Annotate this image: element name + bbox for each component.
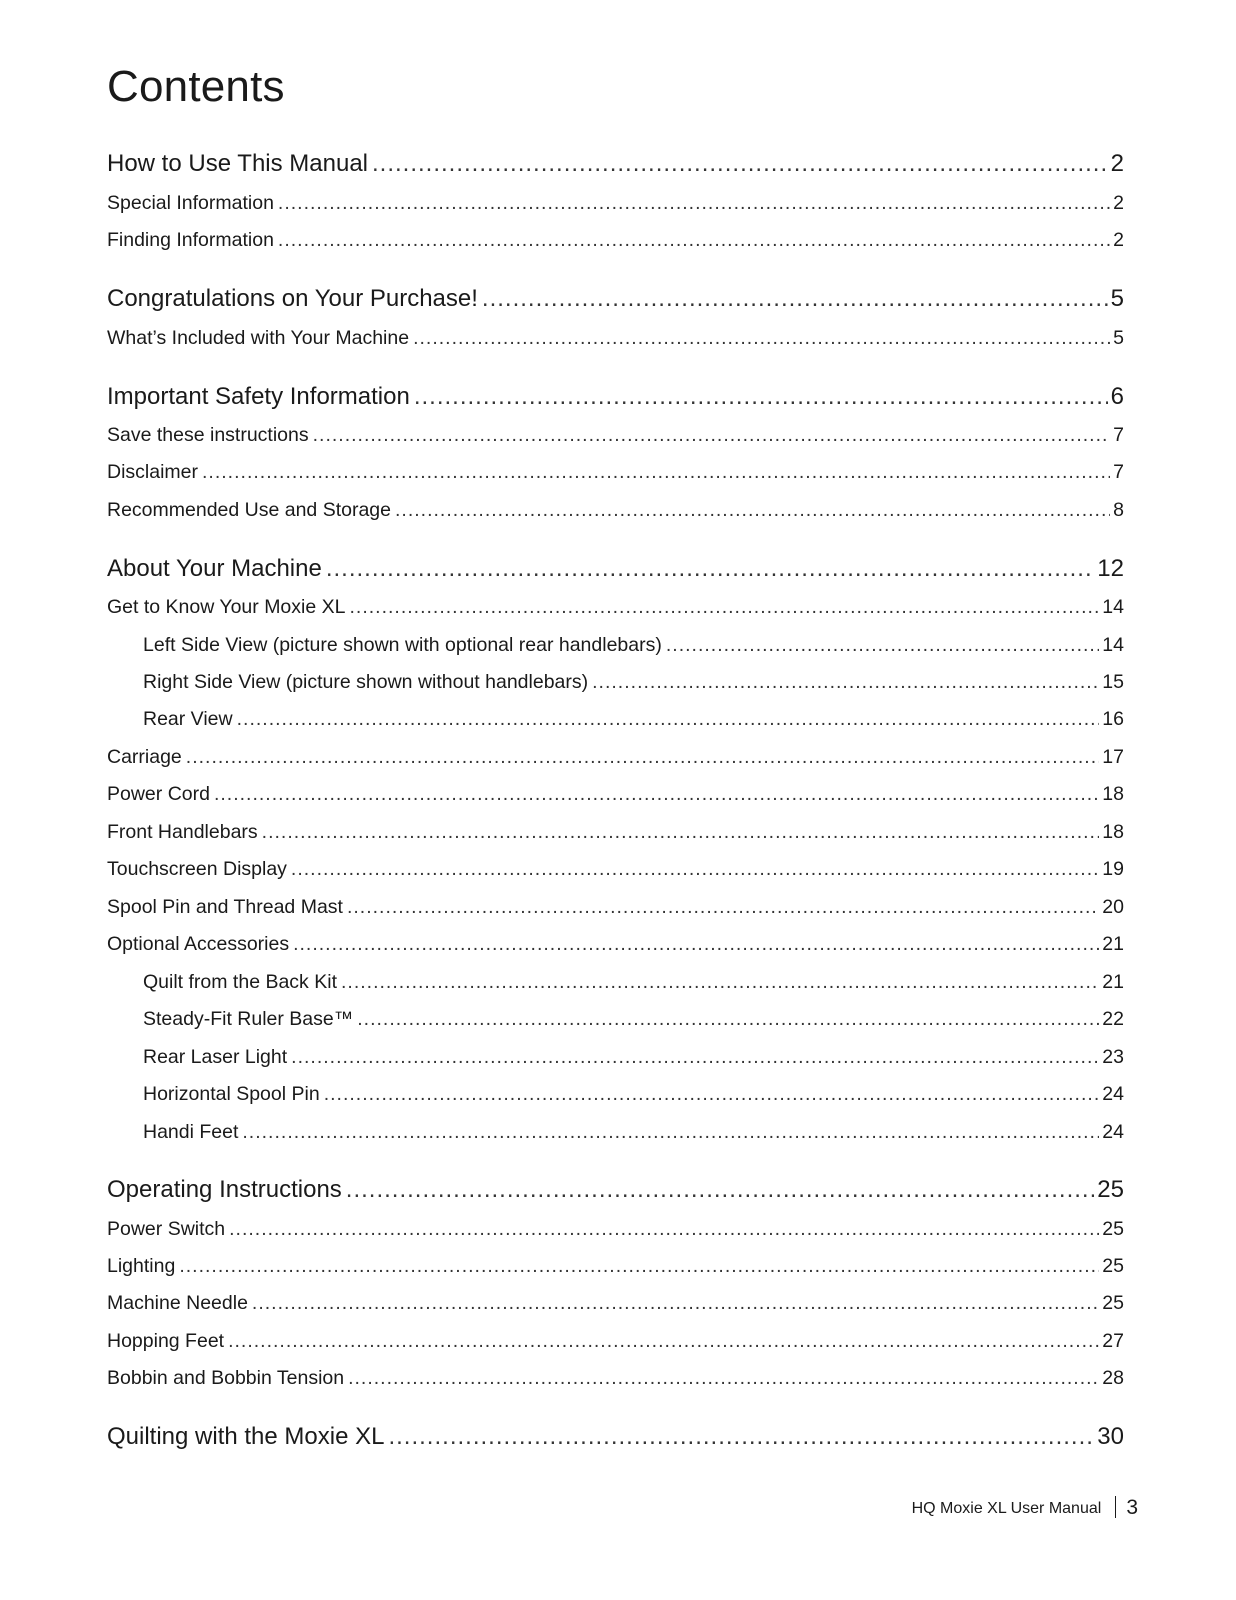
toc-entry-page-number: 25 <box>1102 1292 1124 1314</box>
toc-entry[interactable] <box>107 150 1124 178</box>
toc-entry[interactable] <box>107 192 1124 215</box>
toc-entry-title: Recommended Use and Storage <box>107 499 391 521</box>
toc-entry-title: Save these instructions <box>107 424 309 446</box>
toc-entry-title: Finding Information <box>107 229 274 251</box>
toc-entry[interactable] <box>107 1046 1124 1069</box>
toc-dot-leader <box>482 285 1108 313</box>
toc-entry-page-number: 25 <box>1097 1176 1124 1203</box>
toc-entry-page-number: 14 <box>1102 596 1124 618</box>
toc-entry[interactable] <box>107 671 1124 694</box>
toc-entry[interactable] <box>107 424 1124 447</box>
toc-entry[interactable] <box>107 285 1124 313</box>
toc-entry-page-number: 21 <box>1102 971 1124 993</box>
toc-entry-page-number: 21 <box>1102 933 1124 955</box>
toc-entry[interactable] <box>107 1218 1124 1241</box>
toc-dot-leader <box>186 746 1100 769</box>
toc-dot-leader <box>347 896 1099 919</box>
toc-entry-title: Congratulations on Your Purchase! <box>107 285 478 312</box>
toc-entry-title: Steady-Fit Ruler Base™ <box>143 1008 354 1030</box>
toc-entry[interactable] <box>107 933 1124 956</box>
toc-entry[interactable] <box>107 555 1124 583</box>
toc-dot-leader <box>278 229 1110 252</box>
toc-dot-leader <box>262 821 1100 844</box>
toc-entry-page-number: 14 <box>1102 634 1124 656</box>
toc-dot-leader <box>326 555 1094 583</box>
toc-entry-title: Spool Pin and Thread Mast <box>107 896 343 918</box>
toc-entry-title: Horizontal Spool Pin <box>143 1083 320 1105</box>
toc-dot-leader <box>179 1255 1099 1278</box>
toc-entry-title: Right Side View (picture shown without handlebars) <box>143 671 589 693</box>
toc-entry-page-number: 15 <box>1102 671 1124 693</box>
toc-entry-title: Front Handlebars <box>107 821 258 843</box>
toc-entry-page-number: 18 <box>1102 821 1124 843</box>
toc-entry-page-number: 12 <box>1097 555 1124 582</box>
toc-entry-title: Rear View <box>143 708 233 730</box>
toc-entry[interactable] <box>107 1330 1124 1353</box>
toc-entry[interactable] <box>107 596 1124 619</box>
toc-dot-leader <box>278 192 1110 215</box>
toc-entry-page-number: 24 <box>1102 1121 1124 1143</box>
toc-dot-leader <box>228 1330 1099 1353</box>
toc-entry-title: Machine Needle <box>107 1292 248 1314</box>
toc-dot-leader <box>357 1008 1099 1031</box>
toc-entry[interactable] <box>107 858 1124 881</box>
toc-entry[interactable] <box>107 1176 1124 1204</box>
toc-dot-leader <box>237 708 1100 731</box>
toc-dot-leader <box>388 1423 1094 1451</box>
toc-entry[interactable] <box>107 1292 1124 1315</box>
page-title: Contents <box>107 62 285 111</box>
footer-manual-name: HQ Moxie XL User Manual <box>911 1500 1102 1517</box>
toc-entry-page-number: 2 <box>1110 150 1124 177</box>
toc-entry-title: Lighting <box>107 1255 176 1277</box>
footer-divider <box>1115 1496 1116 1518</box>
toc-entry-title: Power Switch <box>107 1218 226 1240</box>
toc-entry[interactable] <box>107 971 1124 994</box>
toc-dot-leader <box>214 783 1099 806</box>
toc-dot-leader <box>293 933 1099 956</box>
toc-entry-page-number: 6 <box>1110 383 1124 410</box>
toc-entry[interactable] <box>107 499 1124 522</box>
toc-entry-page-number: 5 <box>1110 285 1124 312</box>
toc-dot-leader <box>372 150 1108 178</box>
toc-dot-leader <box>324 1083 1100 1106</box>
toc-dot-leader <box>252 1292 1099 1315</box>
toc-entry[interactable] <box>107 229 1124 252</box>
toc-entry[interactable] <box>107 783 1124 806</box>
toc-dot-leader <box>229 1218 1099 1241</box>
toc-dot-leader <box>666 634 1099 657</box>
toc-dot-leader <box>414 383 1108 411</box>
toc-dot-leader <box>341 971 1099 994</box>
page-footer <box>0 1496 1138 1520</box>
toc-entry-page-number: 7 <box>1113 424 1124 446</box>
toc-entry-page-number: 17 <box>1102 746 1124 768</box>
toc-entry-page-number: 30 <box>1097 1423 1124 1450</box>
toc-dot-leader <box>313 424 1111 447</box>
toc-entry-page-number: 24 <box>1102 1083 1124 1105</box>
toc-entry[interactable] <box>107 1367 1124 1390</box>
toc-entry[interactable] <box>107 1008 1124 1031</box>
toc-entry-title: Rear Laser Light <box>143 1046 288 1068</box>
toc-entry-title: What’s Included with Your Machine <box>107 327 410 349</box>
toc-entry-title: Special Information <box>107 192 274 214</box>
toc-entry-title: Touchscreen Display <box>107 858 287 880</box>
toc-entry-title: Carriage <box>107 746 182 768</box>
toc-entry-title: Optional Accessories <box>107 933 290 955</box>
toc-entry-page-number: 25 <box>1102 1255 1124 1277</box>
toc-entry-page-number: 19 <box>1102 858 1124 880</box>
toc-entry-page-number: 23 <box>1102 1046 1124 1068</box>
toc-entry-page-number: 20 <box>1102 896 1124 918</box>
toc-entry-page-number: 22 <box>1102 1008 1124 1030</box>
toc-entry[interactable] <box>107 461 1124 484</box>
toc-entry-page-number: 5 <box>1113 327 1124 349</box>
toc-entry-page-number: 28 <box>1102 1367 1124 1389</box>
toc-entry[interactable] <box>107 821 1124 844</box>
toc-dot-leader <box>413 327 1110 350</box>
toc-dot-leader <box>291 1046 1099 1069</box>
toc-entry-title: Important Safety Information <box>107 383 410 410</box>
toc-entry-title: About Your Machine <box>107 555 322 582</box>
toc-entry-title: How to Use This Manual <box>107 150 368 177</box>
toc-entry[interactable] <box>107 1121 1124 1144</box>
toc-entry-title: Bobbin and Bobbin Tension <box>107 1367 345 1389</box>
toc-entry[interactable] <box>107 896 1124 919</box>
toc-entry[interactable] <box>107 1255 1124 1278</box>
toc-entry-title: Hopping Feet <box>107 1330 225 1352</box>
toc-entry-title: Disclaimer <box>107 461 199 483</box>
toc-entry-page-number: 2 <box>1113 192 1124 214</box>
toc-entry-title: Left Side View (picture shown with optional rear handlebars) <box>143 634 662 656</box>
toc-entry-page-number: 7 <box>1113 461 1124 483</box>
toc-entry[interactable] <box>107 746 1124 769</box>
toc-dot-leader <box>202 461 1110 484</box>
toc-entry[interactable] <box>107 634 1124 657</box>
toc-entry-title: Quilt from the Back Kit <box>143 971 337 993</box>
toc-dot-leader <box>242 1121 1099 1144</box>
toc-dot-leader <box>291 858 1099 881</box>
toc-entry[interactable] <box>107 1423 1124 1451</box>
toc-entry-page-number: 18 <box>1102 783 1124 805</box>
toc-dot-leader <box>592 671 1099 694</box>
toc-entry[interactable] <box>107 1083 1124 1106</box>
toc-entry[interactable] <box>107 383 1124 411</box>
toc-entry-title: Handi Feet <box>143 1121 239 1143</box>
toc-entry-page-number: 2 <box>1113 229 1124 251</box>
toc-entry-title: Quilting with the Moxie XL <box>107 1423 385 1450</box>
toc-dot-leader <box>349 596 1099 619</box>
toc-dot-leader <box>348 1367 1099 1390</box>
toc-entry-title: Operating Instructions <box>107 1176 342 1203</box>
toc-entry-page-number: 25 <box>1102 1218 1124 1240</box>
toc-entry-page-number: 27 <box>1102 1330 1124 1352</box>
footer-page-number: 3 <box>1126 1496 1138 1519</box>
toc-dot-leader <box>395 499 1110 522</box>
toc-entry[interactable] <box>107 327 1124 350</box>
toc-entry[interactable] <box>107 708 1124 731</box>
toc-entry-title: Get to Know Your Moxie XL <box>107 596 346 618</box>
toc-dot-leader <box>346 1176 1095 1204</box>
toc-entry-page-number: 8 <box>1113 499 1124 521</box>
toc-entry-title: Power Cord <box>107 783 210 805</box>
toc-entry-page-number: 16 <box>1102 708 1124 730</box>
